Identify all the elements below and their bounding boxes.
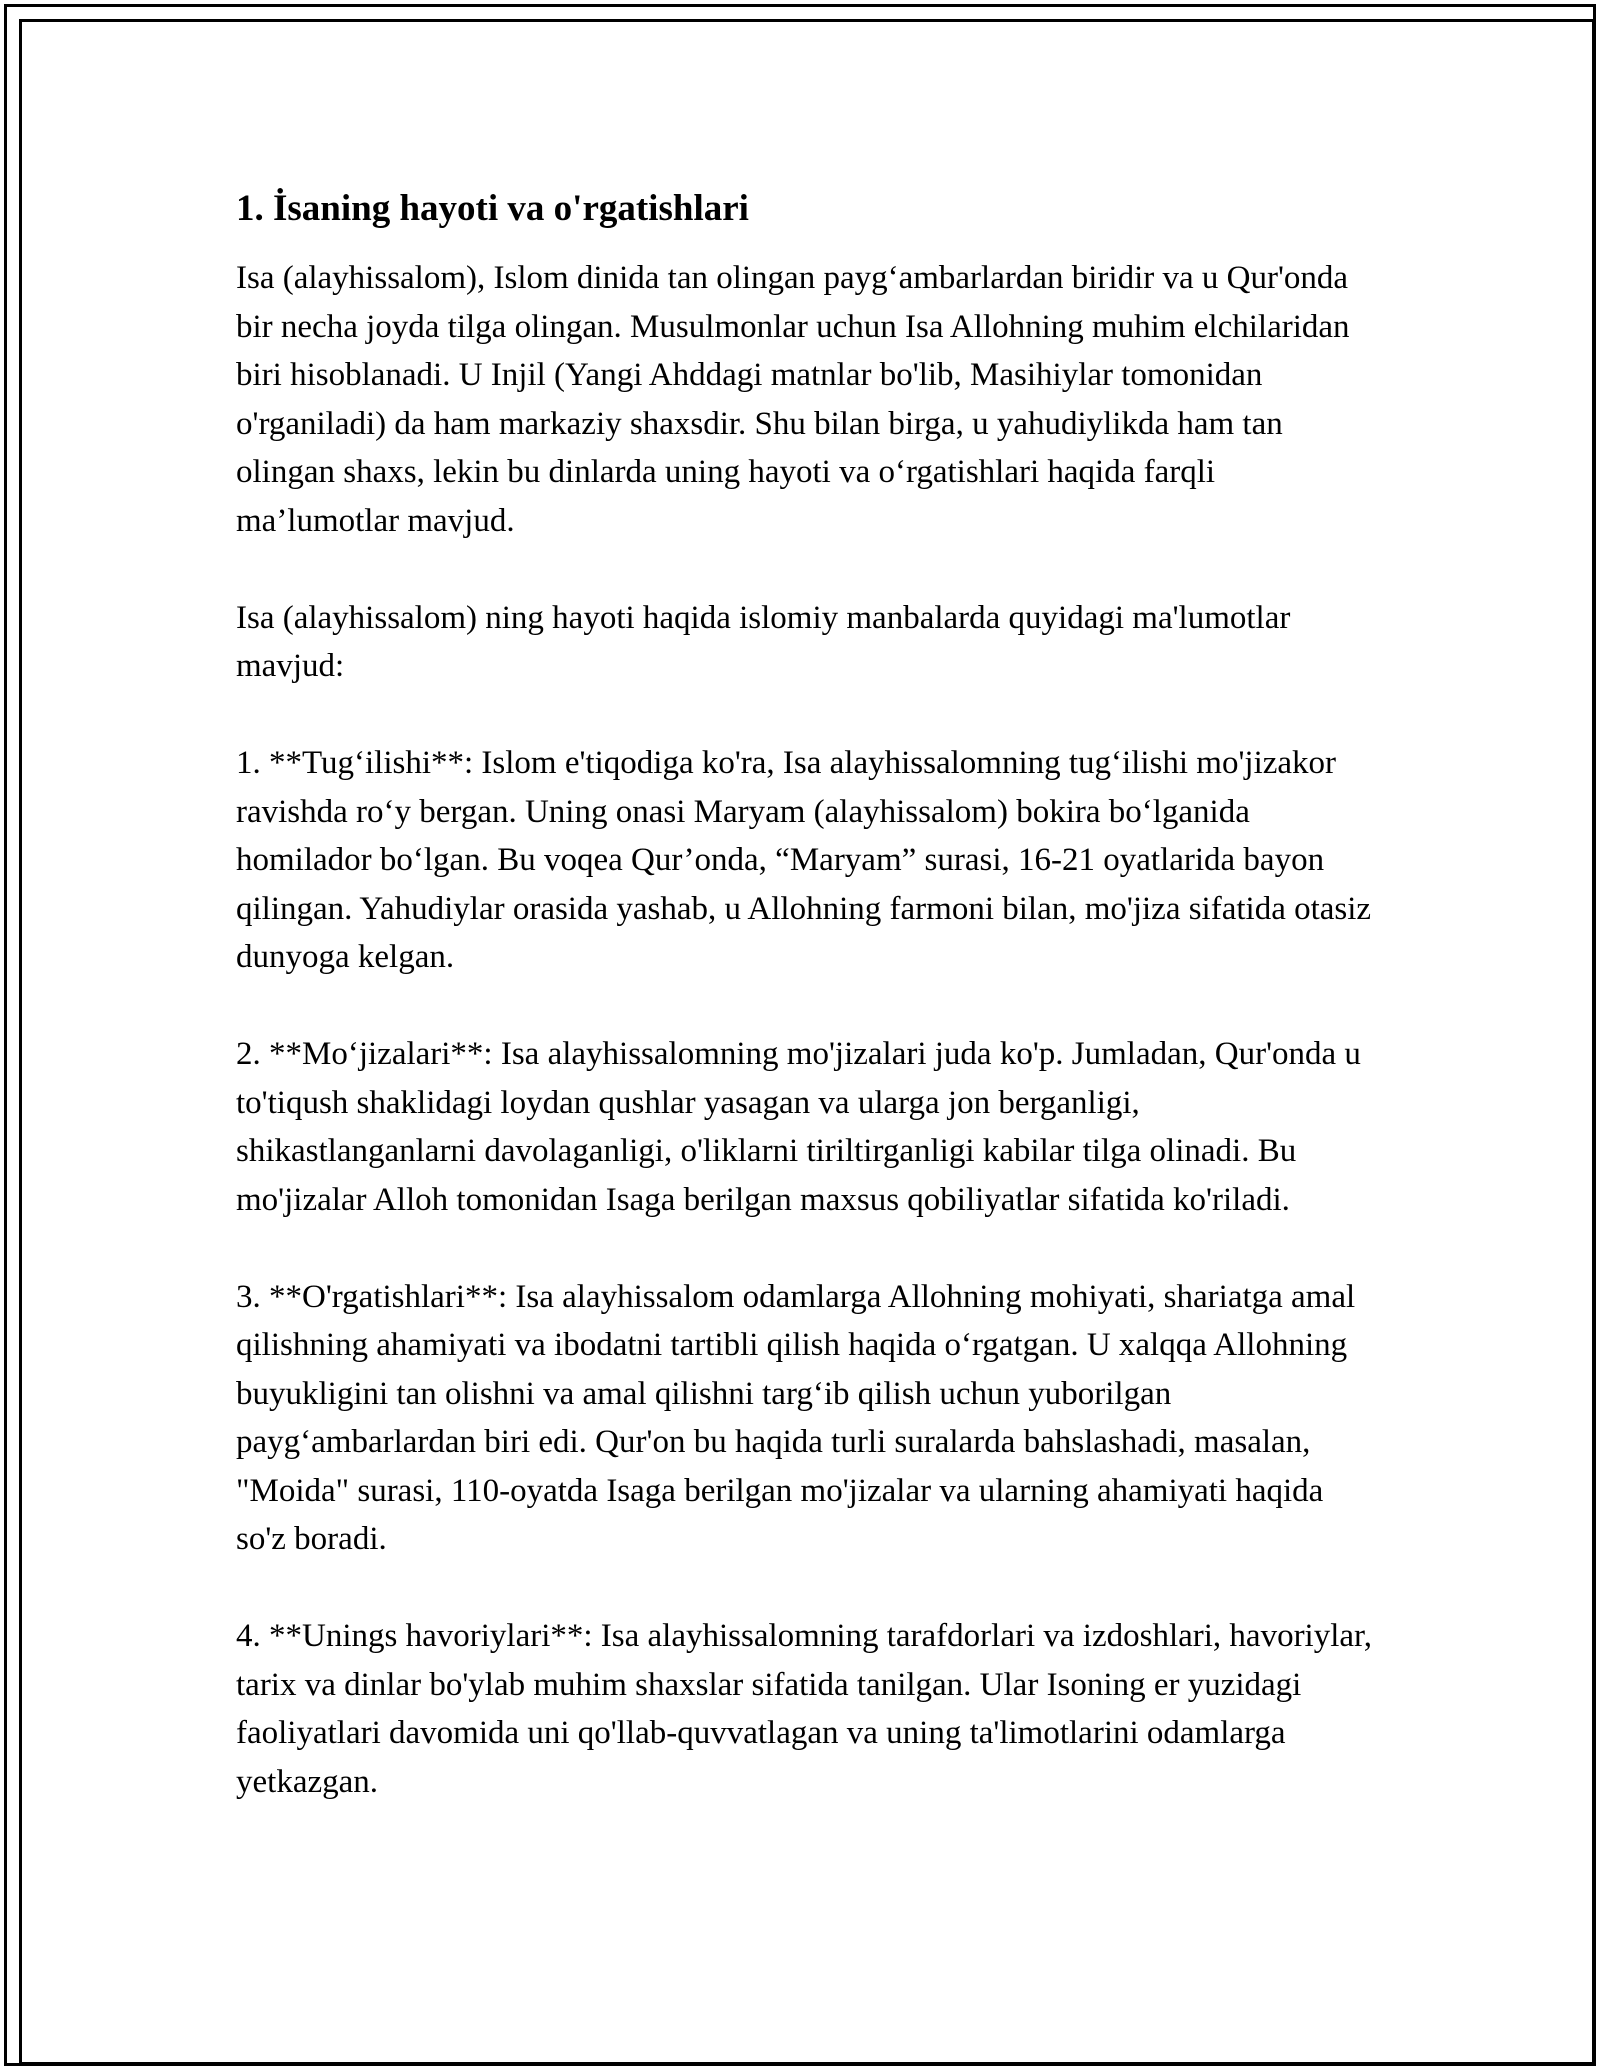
section-heading: 1. İsaning hayoti va o'rgatishlari bbox=[236, 188, 749, 229]
paragraph-item-disciples: 4. **Unings havoriylari**: Isa alayhissalomning tarafdorlari va izdoshlari, havoriylar, tarix va dinlar bo'ylab muhim shaxslar sifatida tanilgan. Ular Isoning er yuzidagi faoliyatlari davomida uni qo'llab-quvvatlagan va uning ta'limotlarini odamlarga yetkazgan. bbox=[236, 1618, 1372, 1800]
paragraph-item-birth: 1. **Tug‘ilishi**: Islom e'tiqodiga ko'ra, Isa alayhissalomning tug‘ilishi mo'jizakor ravishda ro‘y bergan. Uning onasi Maryam (alayhissalom) bokira bo‘lganida homilador bo‘lgan. Bu voqea Qur’onda, “Maryam” surasi, 16-21 oyatlarida bayon qilingan. Yahudiylar orasida yashab, u Allohning farmoni bilan, mo'jiza sifatida otasiz dunyoga kelgan. bbox=[236, 745, 1372, 975]
paragraph-item-teachings: 3. **O'rgatishlari**: Isa alayhissalom odamlarga Allohning mohiyati, shariatga amal qilishning ahamiyati va ibodatni tartibli qilish haqida o‘rgatgan. U xalqqa Allohning buyukligini tan olishni va amal qilishni targ‘ib qilish uchun yuborilgan payg‘ambarlardan biri edi. Qur'on bu haqida turli suralarda bahslashadi, masalan, "Moida" surasi, 110-oyatda Isaga berilgan mo'jizalar va ularning ahamiyati haqida so'z boradi. bbox=[236, 1278, 1356, 1557]
paragraph-list-intro: Isa (alayhissalom) ning hayoti haqida islomiy manbalarda quyidagi ma'lumotlar mavjud: bbox=[236, 599, 1291, 684]
paragraph-item-miracles: 2. **Mo‘jizalari**: Isa alayhissalomning mo'jizalari juda ko'p. Jumladan, Qur'onda u to'tiqush shaklidagi loydan qushlar yasagan va ularga jon berganligi, shikastlanganlarni davolaganligi, o'liklarni tiriltirganligi kabilar tilga olinadi. Bu mo'jizalar Alloh tomonidan Isaga berilgan maxsus qobiliyatlar sifatida ko'riladi. bbox=[236, 1036, 1361, 1218]
document-body bbox=[236, 186, 1376, 1806]
paragraph-intro: Isa (alayhissalom), Islom dinida tan olingan payg‘ambarlardan biridir va u Qur'onda bir necha joyda tilga olingan. Musulmonlar uchun Isa Allohning muhim elchilaridan biri hisoblanadi. U Injil (Yangi Ahddagi matnlar bo'lib, Masihiylar tomonidan o'rganiladi) da ham markaziy shaxsdir. Shu bilan birga, u yahudiylikda ham tan olingan shaxs, lekin bu dinlarda uning hayoti va o‘rgatishlari haqida farqli ma’lumotlar mavjud. bbox=[236, 260, 1350, 539]
